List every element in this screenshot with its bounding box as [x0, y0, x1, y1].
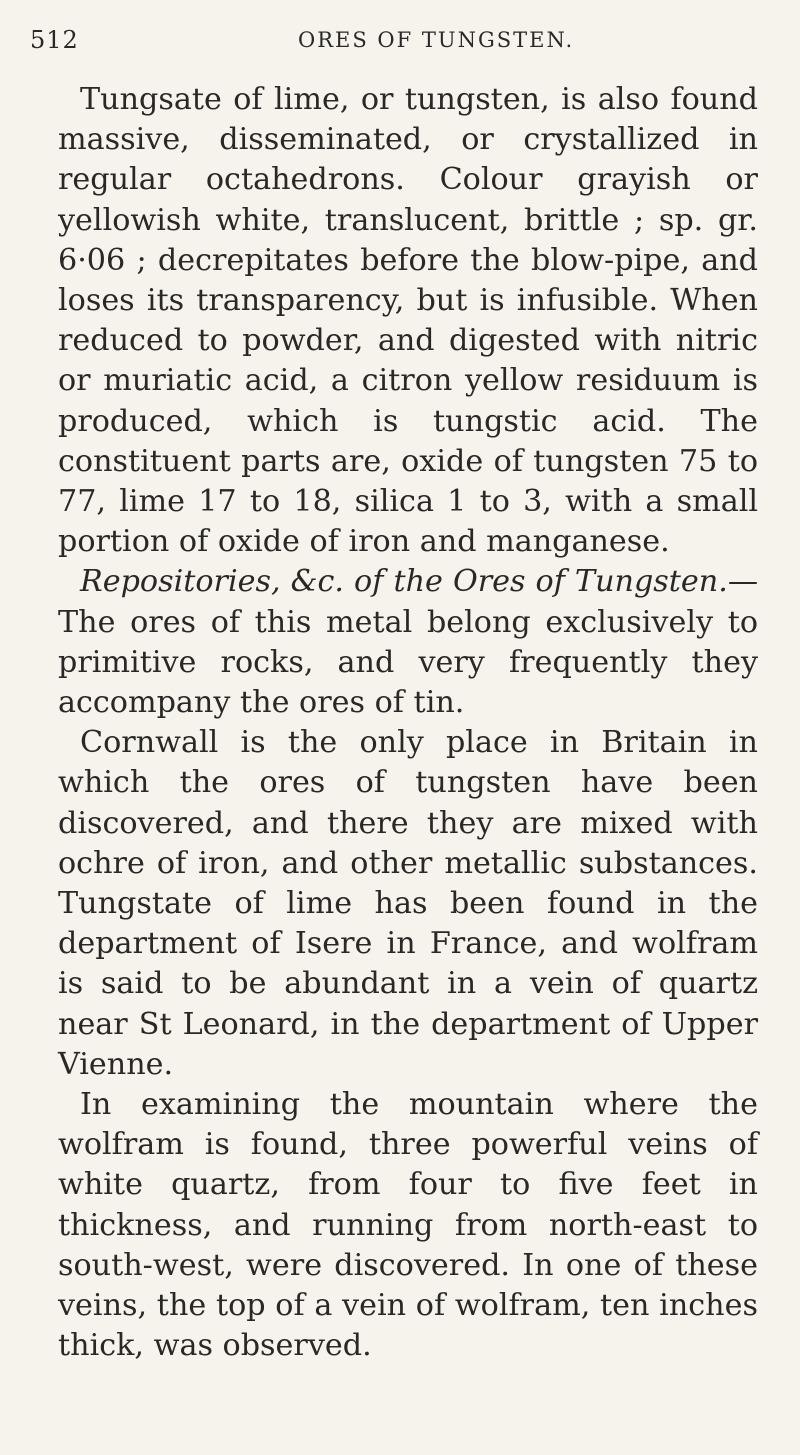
page-number: 512 — [30, 26, 79, 54]
body-text — [58, 80, 758, 1367]
paragraph-repositories — [58, 562, 758, 723]
paragraph-examining-mountain: In examining the mountain where the wolfram is found, three powerful veins of white quartz, from four to five feet in thickness, and running from north-east to south-west, were discovered. In one of these veins, the top of a vein of wolfram, ten inches thick, was observed. — [58, 1087, 758, 1364]
paragraph-cornwall: Cornwall is the only place in Britain in which the ores of tungsten have been discovered, and there they are mixed with ochre of iron, and other metallic substances. Tungstate of lime has been found in the department of Isere in France, and wolfram is said to be abundant in a vein of quartz near St Leonard, in the department of Upper Vienne. — [58, 725, 758, 1082]
running-title: ORES OF TUNGSTEN. — [298, 28, 575, 52]
running-head — [28, 16, 772, 60]
paragraph-repositories-text: —The ores of this metal belong exclusively to primitive rocks, and very frequently they accompany the ores of tin. — [58, 564, 758, 721]
paragraph-tungstate-of-lime: Tungsate of lime, or tungsten, is also found massive, disseminated, or crystallized in regular octahedrons. Colour grayish or yellowish white, translucent, brittle ; sp. gr. 6·06 ; decrepitates before the blow-pipe, and loses its transparency, but is infusible. When reduced to powder, and digested with nitric or muriatic acid, a citron yellow residuum is produced, which is tungstic acid. The constituent parts are, oxide of tungsten 75 to 77, lime 17 to 18, silica 1 to 3, with a small portion of oxide of iron and manganese. — [58, 82, 758, 560]
section-heading-repositories: Repositories, &c. of the Ores of Tungsten. — [80, 564, 728, 600]
